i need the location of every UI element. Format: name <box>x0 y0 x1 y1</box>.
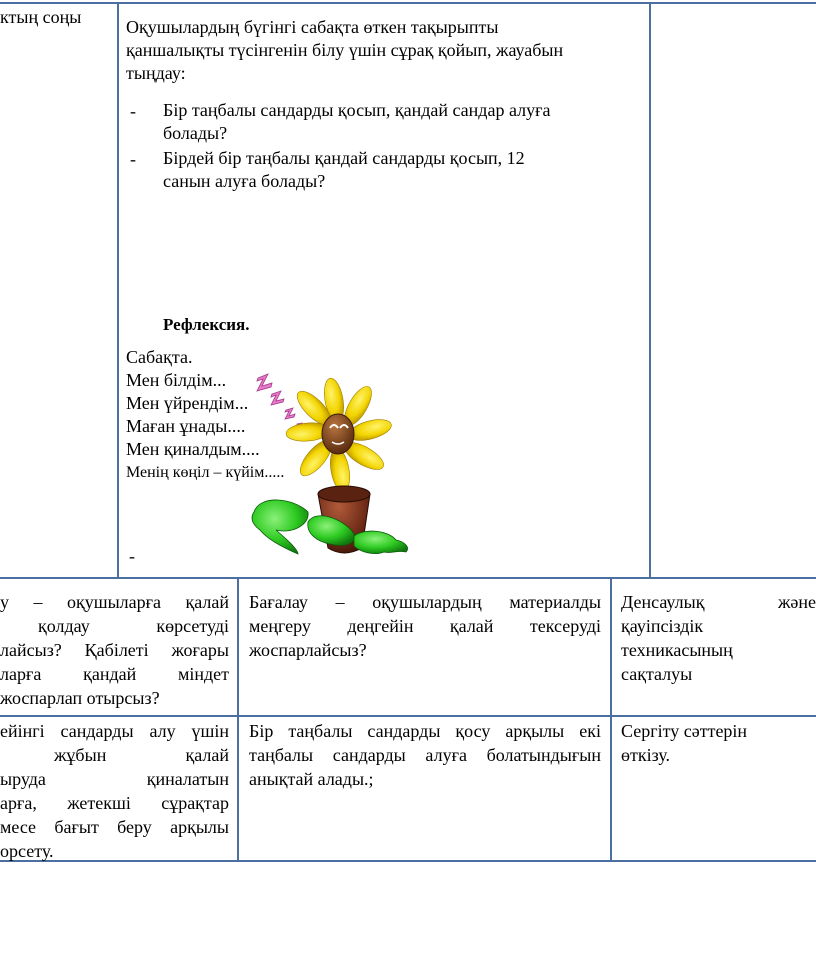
intro-paragraph <box>126 16 641 85</box>
text-line: ейінгі сандарды алу үшін <box>0 721 229 741</box>
text-line: месе бағыт беру арқылы <box>0 817 229 837</box>
reflection-item: Мен білдім... <box>126 370 227 390</box>
bottom-col1-text <box>0 719 229 863</box>
table-border-col3 <box>237 577 239 862</box>
text-line: жоспарлайсыз? <box>249 640 367 660</box>
text-line: Сергіту сәттерін <box>621 721 748 741</box>
sleep-z-icon <box>257 374 303 431</box>
middle-col3-text <box>621 590 816 686</box>
text-line: меңгеру деңгейін қалай тексеруді <box>249 616 601 636</box>
table-border-col4 <box>610 577 612 862</box>
reflection-item: Менің көңіл – күйім..... <box>126 464 285 481</box>
reflection-item: Мен үйрендім... <box>126 393 249 413</box>
question-text <box>163 147 633 193</box>
text-line: сақталуы <box>621 664 693 684</box>
trailing-dash: - <box>129 546 135 566</box>
middle-col1-text <box>0 590 229 710</box>
reflection-item: Сабақта. <box>126 347 193 367</box>
text-line: ыруда қиналатын <box>0 769 229 789</box>
sunflower-face <box>322 414 354 454</box>
table-border-row2 <box>0 715 816 717</box>
text-line: өткізу. <box>621 745 671 765</box>
text-line: у – оқушыларға қалай <box>0 592 229 612</box>
bottom-col2-text <box>249 719 601 791</box>
table-border-col2 <box>649 2 651 579</box>
question-line: санын алуға болады? <box>163 171 326 191</box>
bullet-dash: - <box>130 149 136 169</box>
text-line: қауіпсіздік <box>621 616 704 636</box>
intro-line: қаншалықты түсінгенін білу үшін сұрақ қойып, жауабын <box>126 40 564 60</box>
top-left-cell-text: ктың соңы <box>0 7 82 27</box>
table-border-col1 <box>117 2 119 579</box>
reflection-item: Мен қиналдым.... <box>126 439 260 459</box>
table-border-top <box>0 2 816 4</box>
question-line: Бірдей бір таңбалы қандай сандарды қосып, 12 <box>163 148 525 168</box>
middle-col2-text <box>249 590 601 662</box>
bottom-col3-text <box>621 719 811 767</box>
text-line: арға, жетекші сұрақтар <box>0 793 229 813</box>
text-line: анықтай алады.; <box>249 769 374 789</box>
text-line: жоспарлап отырсыз? <box>0 688 160 708</box>
text-line: Денсаулық және <box>621 592 816 612</box>
text-line: Бағалау – оқушылардың материалды <box>249 592 601 612</box>
text-line: Бір таңбалы сандарды қосу арқылы екі <box>249 721 601 741</box>
text-line: жұбын қалай <box>54 745 229 765</box>
question-line: Бір таңбалы сандарды қосып, қандай сандар алуға <box>163 100 551 120</box>
intro-line: Оқушылардың бүгінгі сабақта өткен тақырыпты <box>126 17 499 37</box>
question-line: болады? <box>163 123 228 143</box>
question-text <box>163 99 633 145</box>
reflection-item: Маған ұнады.... <box>126 416 246 436</box>
text-line: ларға қандай міндет <box>0 664 229 684</box>
text-line: орсету. <box>0 841 54 861</box>
reflection-title: Рефлексия. <box>163 315 250 334</box>
sunflower-illustration <box>246 372 416 562</box>
text-line: қолдау көрсетуді <box>38 616 229 636</box>
question-item <box>130 99 640 147</box>
text-line: лайсыз? Қабілеті жоғары <box>0 640 229 660</box>
bullet-dash: - <box>130 101 136 121</box>
text-line: таңбалы сандарды алуға болатындығын <box>249 745 601 765</box>
text-line: техникасының <box>621 640 733 660</box>
table-border-row1 <box>0 577 816 579</box>
question-item <box>130 147 640 195</box>
intro-line: тыңдау: <box>126 63 186 83</box>
